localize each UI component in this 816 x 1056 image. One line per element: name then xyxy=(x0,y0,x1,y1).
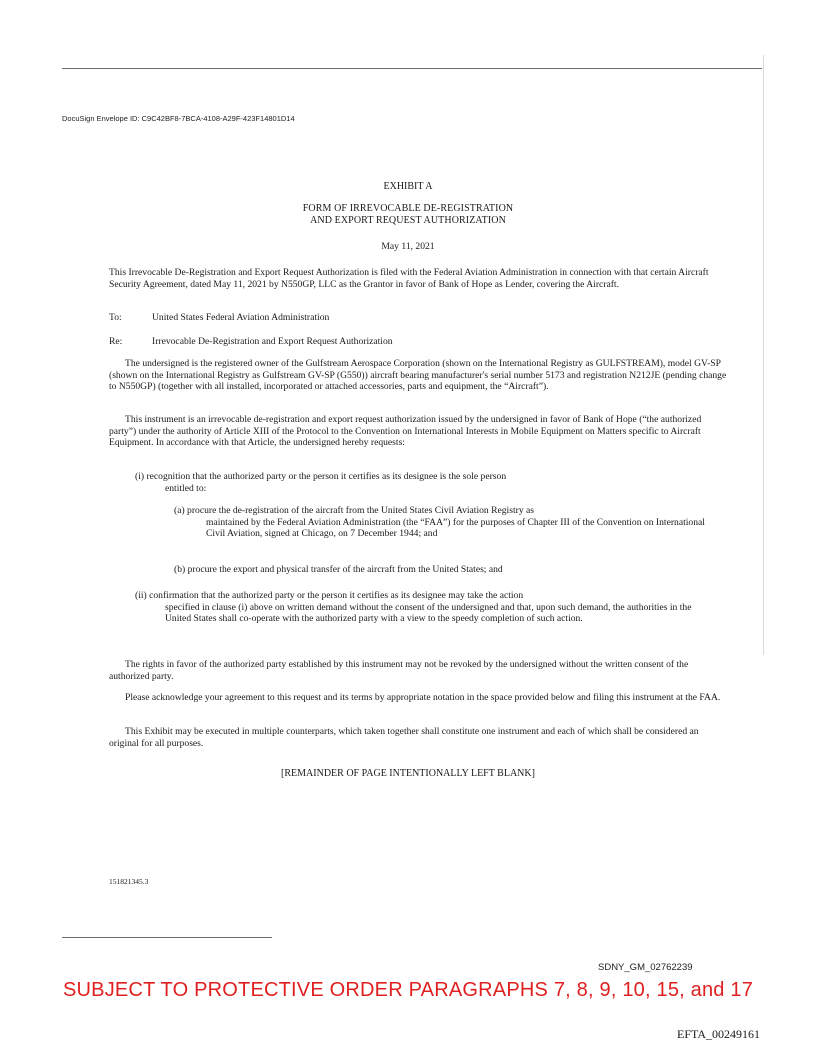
protective-order-stamp: SUBJECT TO PROTECTIVE ORDER PARAGRAPHS 7, 8, 9, 10, 15, and 17 xyxy=(62,979,754,1001)
clause-i-continuation: entitled to: xyxy=(165,482,207,494)
page-edge-line xyxy=(763,55,764,655)
to-recipient: United States Federal Aviation Administration xyxy=(152,312,330,323)
clause-i-first-line: (i) recognition that the authorized party or the person it certifies as its designee is the sole person xyxy=(135,471,507,482)
clause-ii-continuation: specified in clause (i) above on written demand without the consent of the undersigned and that, upon such demand, the authorities in the United States shall co-operate with the authorized party with a view to the speedy completion of such action. xyxy=(165,601,692,625)
clause-ii xyxy=(135,590,715,625)
bottom-divider xyxy=(62,937,272,938)
efta-identifier: EFTA_00249161 xyxy=(677,1027,761,1041)
remainder-notice: [REMAINDER OF PAGE INTENTIONALLY LEFT BLANK] xyxy=(281,768,535,779)
bates-number: SDNY_GM_02762239 xyxy=(598,962,693,973)
title-line-1: FORM OF IRREVOCABLE DE-REGISTRATION xyxy=(302,203,514,214)
re-subject: Irrevocable De-Registration and Export Request Authorization xyxy=(152,336,393,347)
top-divider xyxy=(62,68,762,69)
acknowledgement-paragraph: Please acknowledge your agreement to this request and its terms by appropriate notation in the space provided below and filing this instrument at the FAA. xyxy=(125,692,721,703)
re-label: Re: xyxy=(109,336,123,347)
document-date: May 11, 2021 xyxy=(381,241,435,252)
document-title xyxy=(0,203,816,227)
ownership-paragraph: The undersigned is the registered owner of the Gulfstream Aerospace Corporation (shown on the International Registry as GULFSTREAM), model GV-SP (shown on the International Registry as Gulfstream GV-SP (G550)) aircraft bearing manufacturer's serial number 5173 and registration N212JE (pending change to N550GP) (together with all installed, incorporated or attached accessories, parts and equipment, the “Aircraft”). xyxy=(109,358,727,393)
clause-a-continuation: maintained by the Federal Aviation Administration (the “FAA”) for the purposes of Chapter III of the Convention on International Civil Aviation, signed at Chicago, on 7 December 1944; and xyxy=(206,516,705,540)
intro-paragraph: This Irrevocable De-Registration and Export Request Authorization is filed with the Federal Aviation Administration in connection with that certain Aircraft Security Agreement, dated May 11, 2021 by N550GP, LLC as the Grantor in favor of Bank of Hope as Lender, covering the Aircraft. xyxy=(109,267,709,290)
clause-a-first-line: (a) procure the de-registration of the aircraft from the United States Civil Aviation Registry as xyxy=(174,505,535,516)
clause-i xyxy=(135,471,715,494)
clause-a xyxy=(174,505,714,540)
document-number: 151821345.3 xyxy=(109,877,149,886)
counterparts-paragraph: This Exhibit may be executed in multiple counterparts, which taken together shall constitute one instrument and each of which shall be considered an original for all purposes. xyxy=(109,726,699,749)
to-label: To: xyxy=(109,312,122,323)
rights-paragraph: The rights in favor of the authorized party established by this instrument may not be revoked by the undersigned without the written consent of the authorized party. xyxy=(109,659,689,682)
authorization-paragraph: This instrument is an irrevocable de-registration and export request authorization issued by the undersigned in favor of Bank of Hope (“the authorized party”) under the authority of Article XIII of the Protocol to the Convention on International Interests in Mobile Equipment on Matters specific to Aircraft Equipment. In accordance with that Article, the undersigned hereby requests: xyxy=(109,414,702,449)
clause-ii-first-line: (ii) confirmation that the authorized party or the person it certifies as its designee may take the action xyxy=(135,590,524,601)
exhibit-label: EXHIBIT A xyxy=(383,181,433,192)
clause-b: (b) procure the export and physical transfer of the aircraft from the United States; and xyxy=(174,564,503,575)
title-line-2: AND EXPORT REQUEST AUTHORIZATION xyxy=(310,215,506,226)
docusign-envelope-id: DocuSign Envelope ID: C9C42BF8-7BCA-4108-A29F-423F14801D14 xyxy=(62,114,295,123)
